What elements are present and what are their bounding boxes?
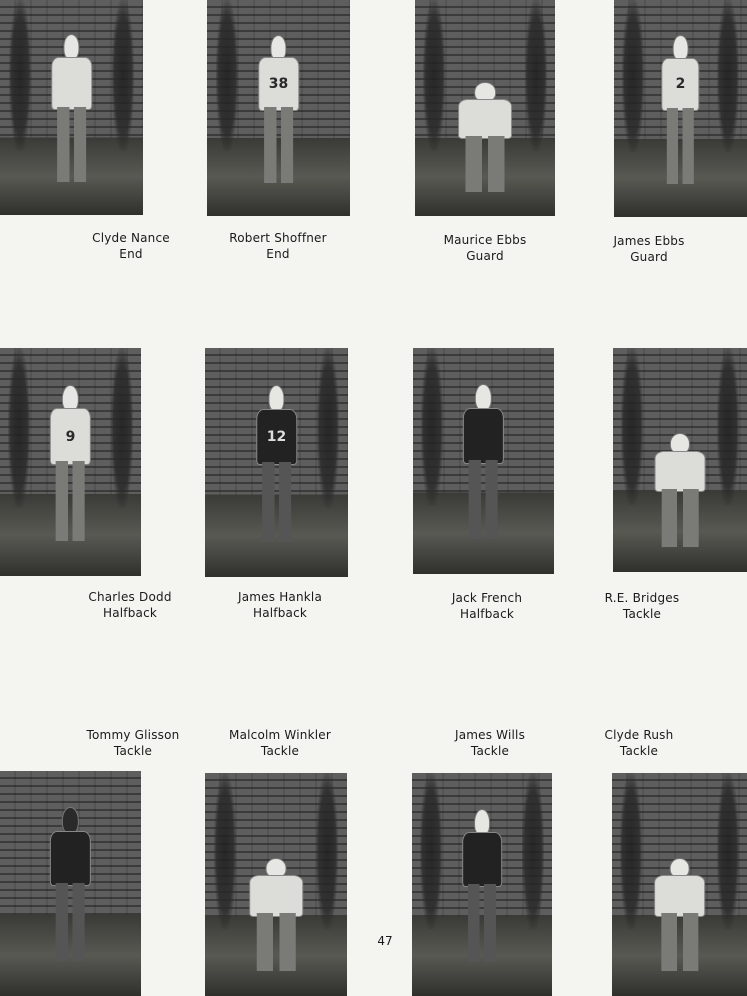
player-position: Tackle: [260, 744, 300, 758]
ivy-decoration: [420, 773, 442, 929]
player-caption: [56, 230, 206, 262]
player-name: Charles Dodd: [88, 590, 172, 604]
player-photo-maurice-ebbs: [415, 0, 555, 216]
player-caption: [205, 589, 355, 621]
player-position: End: [119, 247, 143, 261]
player-figure: [458, 809, 506, 965]
player-position: Guard: [630, 250, 668, 264]
ivy-decoration: [214, 773, 236, 929]
player-position: Halfback: [252, 606, 308, 620]
player-photo-clyde-rush: [612, 773, 747, 996]
player-position: Tackle: [113, 744, 153, 758]
ivy-decoration: [717, 773, 739, 929]
player-position: End: [266, 247, 290, 261]
player-name: Clyde Nance: [92, 231, 170, 245]
player-photo-tommy-glisson: [0, 771, 141, 996]
player-photo-jack-french: [413, 348, 554, 574]
ivy-decoration: [8, 348, 30, 508]
player-caption: [58, 727, 208, 759]
player-caption: [205, 727, 355, 759]
player-photo-robert-shoffner: [207, 0, 350, 216]
player-position: Tackle: [470, 744, 510, 758]
player-name: Clyde Rush: [604, 728, 674, 742]
player-name: James Hankla: [237, 590, 323, 604]
player-position: Guard: [466, 249, 504, 263]
player-position: Halfback: [102, 606, 158, 620]
player-name: James Wills: [454, 728, 526, 742]
ivy-decoration: [522, 773, 544, 929]
player-position: Tackle: [619, 744, 659, 758]
player-position: Tackle: [622, 607, 662, 621]
player-figure: [648, 858, 710, 974]
player-caption: [415, 727, 565, 759]
player-caption: [410, 232, 560, 264]
player-name: Jack French: [451, 591, 523, 605]
ivy-decoration: [421, 348, 443, 506]
ivy-decoration: [111, 348, 133, 508]
player-figure: 2: [658, 35, 703, 187]
player-photo-james-wills: [412, 773, 552, 996]
player-figure: 9: [47, 385, 95, 545]
ivy-decoration: [717, 348, 739, 505]
player-figure: [453, 82, 517, 194]
ivy-decoration: [9, 0, 31, 151]
ivy-decoration: [622, 0, 644, 152]
player-figure: 38: [254, 35, 303, 186]
player-figure: [460, 384, 508, 542]
player-caption: [412, 590, 562, 622]
player-photo-charles-dodd: [0, 348, 141, 576]
ivy-decoration: [717, 0, 739, 152]
player-figure: [47, 34, 96, 185]
player-photo-malcolm-winkler: [205, 773, 347, 996]
player-caption: [574, 233, 724, 265]
ivy-decoration: [112, 0, 134, 151]
player-caption: [564, 727, 714, 759]
player-name: Malcolm Winkler: [229, 728, 331, 742]
page-number: 47: [377, 934, 393, 948]
ivy-decoration: [423, 0, 445, 151]
ivy-decoration: [216, 0, 238, 151]
player-name: Robert Shoffner: [229, 231, 327, 245]
player-caption: [567, 590, 717, 622]
player-figure: [47, 807, 95, 965]
player-figure: [649, 433, 711, 549]
player-caption: [203, 230, 353, 262]
player-name: R.E. Bridges: [604, 591, 680, 605]
player-figure: [243, 858, 308, 974]
ivy-decoration: [316, 773, 338, 929]
ivy-decoration: [525, 0, 547, 151]
player-name: James Ebbs: [613, 234, 685, 248]
player-caption: [55, 589, 205, 621]
ivy-decoration: [317, 348, 339, 508]
player-position: Halfback: [459, 607, 515, 621]
player-name: Maurice Ebbs: [443, 233, 527, 247]
ivy-decoration: [621, 348, 643, 505]
player-name: Tommy Glisson: [86, 728, 180, 742]
player-photo-james-ebbs: [614, 0, 747, 217]
player-figure: 12: [252, 385, 301, 545]
player-photo-re-bridges: [613, 348, 747, 572]
player-photo-clyde-nance: [0, 0, 143, 215]
ivy-decoration: [620, 773, 642, 929]
player-photo-james-hankla: [205, 348, 348, 577]
